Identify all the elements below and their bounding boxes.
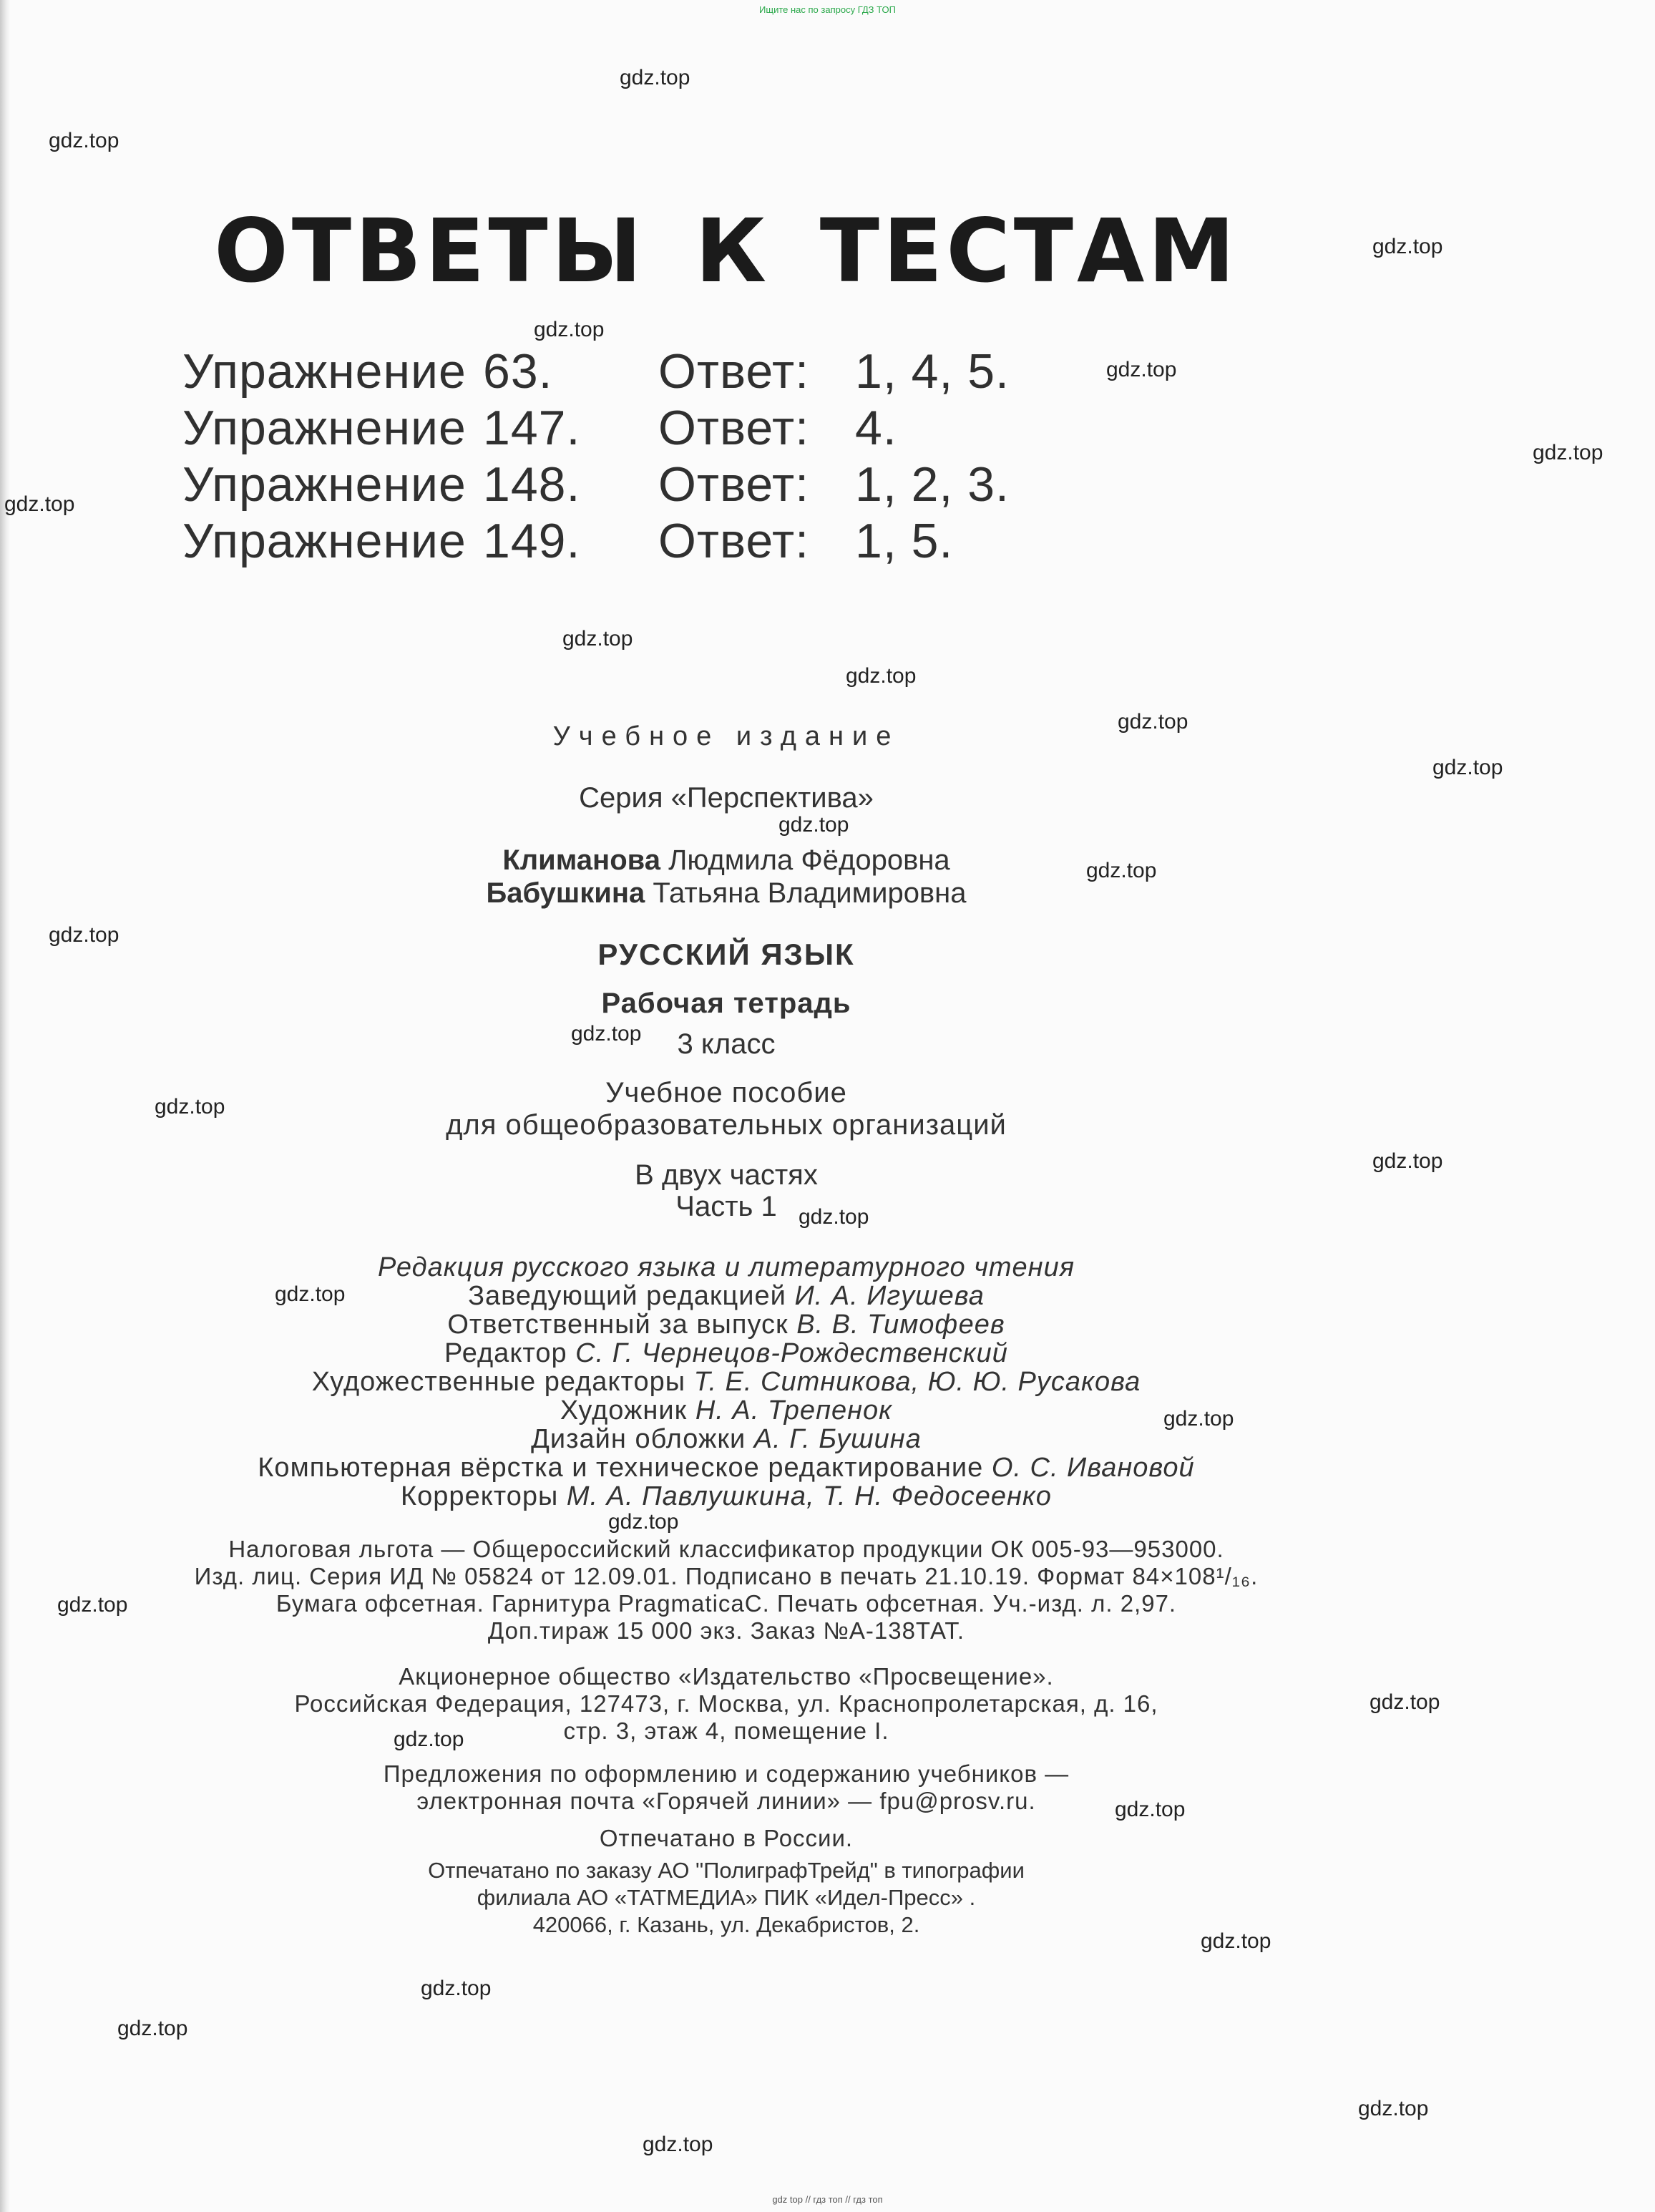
purpose-2: для общеобразовательных организаций	[446, 1109, 1007, 1141]
answer-value: 1, 2, 3.	[855, 457, 1010, 512]
credit-name: Н. А. Трепенок	[695, 1395, 893, 1426]
exercise-number: 147.	[483, 401, 581, 455]
credit-line	[0, 1453, 1453, 1483]
exercise-number: 148.	[483, 457, 581, 512]
watermark: gdz.top	[4, 492, 75, 516]
author-1-surname: Климанова	[502, 844, 660, 876]
printed-in: Отпечатано в России.	[599, 1825, 854, 1851]
watermark: gdz.top	[1370, 1690, 1440, 1714]
top-hint: Ищите нас по запросу ГДЗ ТОП	[759, 4, 896, 15]
exercise-label: Упражнение	[182, 514, 467, 568]
credit-name: И. А. Игушева	[794, 1281, 985, 1311]
credit-role: Ответственный за выпуск	[447, 1310, 789, 1340]
watermark: gdz.top	[1372, 1149, 1443, 1173]
page-title: ОТВЕТЫ К ТЕСТАМ	[214, 200, 1239, 302]
publisher-line: Акционерное общество «Издательство «Просвещение».	[399, 1663, 1054, 1690]
watermark: gdz.top	[1201, 1929, 1271, 1953]
author-2	[0, 877, 1453, 910]
exercise-label: Упражнение	[182, 344, 467, 399]
tech-line: Доп.тираж 15 000 экз. Заказ №А-138ТАТ.	[487, 1617, 965, 1644]
answer-row	[182, 457, 1010, 513]
purpose-1: Учебное пособие	[605, 1077, 847, 1109]
exercise-label: Упражнение	[182, 401, 467, 455]
author-2-surname: Бабушкина	[486, 877, 645, 909]
credit-line	[0, 1281, 1453, 1312]
watermark: gdz.top	[49, 129, 119, 152]
suggestions-line: Предложения по оформлению и содержанию учебников —	[383, 1760, 1070, 1787]
watermark: gdz.top	[1358, 2097, 1429, 2120]
credit-name: А. Г. Бушина	[753, 1424, 922, 1454]
watermark: gdz.top	[421, 1977, 492, 2000]
tech-line: Изд. лиц. Серия ИД № 05824 от 12.09.01. Подписано в печать 21.10.19. Формат 84×108¹/₁₆.	[194, 1563, 1259, 1589]
credit-role: Компьютерная вёрстка и техническое редактирование	[258, 1453, 984, 1483]
credit-line	[0, 1310, 1453, 1340]
answer-label: Ответ:	[658, 514, 809, 568]
bottom-hint: gdz top // гдз топ // гдз топ	[772, 2194, 883, 2205]
printer-line: Отпечатано по заказу АО "ПолиграфТрейд" в типографии	[428, 1858, 1025, 1883]
watermark: gdz.top	[275, 1282, 346, 1306]
tech-line: Бумага офсетная. Гарнитура PragmaticaC. Печать офсетная. Уч.-изд. л. 2,97.	[275, 1590, 1177, 1617]
grade: 3 класс	[677, 1028, 776, 1060]
part-number: Часть 1	[675, 1191, 777, 1222]
watermark: gdz.top	[620, 66, 690, 89]
watermark: gdz.top	[1163, 1407, 1234, 1431]
credit-name: В. В. Тимофеев	[796, 1310, 1005, 1340]
publisher-line: стр. 3, этаж 4, помещение I.	[563, 1718, 889, 1744]
editorial-office: Редакция русского языка и литературного чтения	[377, 1252, 1075, 1282]
answer-label: Ответ:	[658, 401, 809, 455]
answer-label: Ответ:	[658, 344, 809, 399]
subject: РУССКИЙ ЯЗЫК	[597, 937, 855, 971]
watermark: gdz.top	[1432, 756, 1503, 779]
watermark: gdz.top	[643, 2133, 713, 2156]
credit-line	[0, 1338, 1453, 1369]
printer-line: филиала АО «ТАТМЕДИА» ПИК «Идел-Пресс» .	[477, 1885, 976, 1910]
credit-role: Редактор	[444, 1338, 567, 1368]
credit-role: Художник	[560, 1395, 688, 1426]
exercise-label: Упражнение	[182, 457, 467, 512]
credit-name: М. А. Павлушкина, Т. Н. Федосеенко	[566, 1481, 1052, 1511]
credit-role: Дизайн обложки	[531, 1424, 746, 1454]
credit-name: О. С. Ивановой	[991, 1453, 1195, 1483]
watermark: gdz.top	[799, 1205, 869, 1229]
author-1-name: Людмила Фёдоровна	[668, 844, 950, 876]
watermark: gdz.top	[117, 2017, 188, 2040]
publisher-line: Российская Федерация, 127473, г. Москва, ул. Краснопролетарская, д. 16,	[294, 1690, 1158, 1717]
credit-role: Заведующий редакцией	[468, 1281, 786, 1311]
watermark: gdz.top	[57, 1593, 128, 1617]
watermark: gdz.top	[778, 813, 849, 837]
series: Серия «Перспектива»	[579, 782, 874, 814]
watermark: gdz.top	[49, 923, 119, 947]
answer-row	[182, 400, 1010, 457]
watermark: gdz.top	[571, 1022, 642, 1046]
credit-line	[0, 1395, 1453, 1426]
answer-row	[182, 513, 1010, 570]
watermark: gdz.top	[608, 1510, 679, 1534]
credit-name: Т. Е. Ситникова, Ю. Ю. Русакова	[693, 1367, 1141, 1397]
answer-row	[182, 344, 1010, 400]
answer-value: 1, 4, 5.	[855, 344, 1010, 399]
watermark: gdz.top	[155, 1095, 225, 1119]
credit-role: Художественные редакторы	[311, 1367, 686, 1397]
credit-role: Корректоры	[401, 1481, 559, 1511]
answer-value: 4.	[855, 401, 897, 455]
edition-type: Учебное издание	[552, 721, 900, 751]
parts: В двух частях	[635, 1159, 818, 1191]
watermark: gdz.top	[562, 627, 633, 651]
answer-value: 1, 5.	[855, 514, 954, 568]
watermark: gdz.top	[1106, 358, 1177, 381]
book-type: Рабочая тетрадь	[601, 988, 851, 1019]
exercise-number: 63.	[483, 344, 553, 399]
watermark: gdz.top	[1086, 859, 1157, 882]
suggestions-line: электронная почта «Горячей линии» — fpu@prosv.ru.	[416, 1788, 1036, 1814]
watermark: gdz.top	[1118, 710, 1188, 734]
watermark: gdz.top	[1372, 235, 1443, 258]
credit-line	[0, 1481, 1453, 1512]
credit-line	[0, 1424, 1453, 1455]
watermark: gdz.top	[394, 1728, 464, 1751]
author-1	[0, 844, 1453, 877]
answers-list	[182, 344, 1010, 570]
watermark: gdz.top	[1533, 441, 1603, 464]
author-2-name: Татьяна Владимировна	[653, 877, 967, 909]
tech-line: Налоговая льгота — Общероссийский классификатор продукции ОК 005-93—953000.	[228, 1536, 1224, 1562]
watermark: gdz.top	[846, 664, 917, 688]
credit-line	[0, 1367, 1453, 1398]
printer-line: 420066, г. Казань, ул. Декабристов, 2.	[532, 1912, 920, 1937]
watermark: gdz.top	[534, 318, 605, 341]
credit-name: С. Г. Чернецов-Рождественский	[575, 1338, 1008, 1368]
answer-label: Ответ:	[658, 457, 809, 512]
exercise-number: 149.	[483, 514, 581, 568]
watermark: gdz.top	[1115, 1798, 1186, 1821]
